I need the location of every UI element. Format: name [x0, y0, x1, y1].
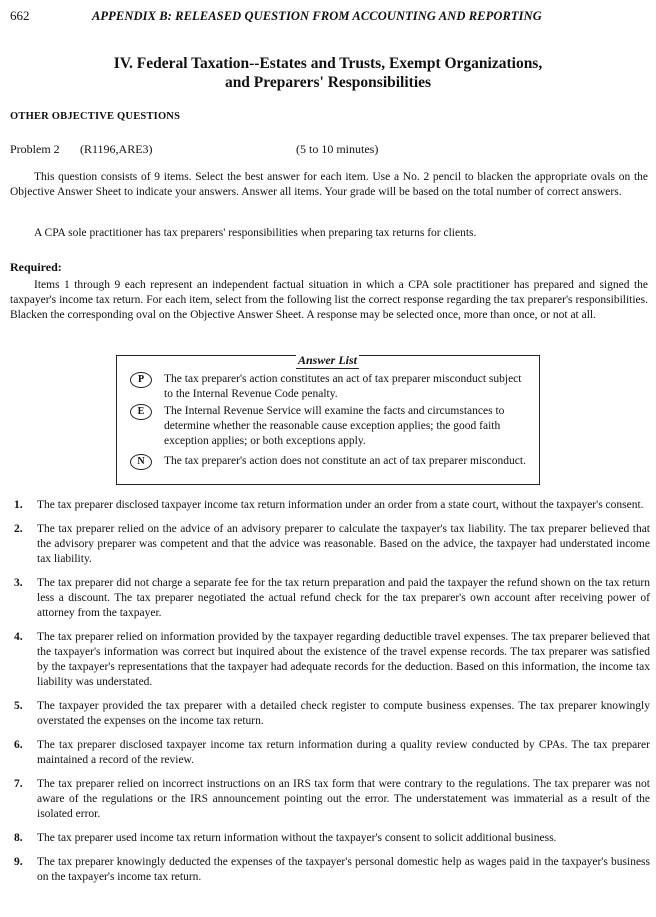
section-title	[0, 54, 656, 92]
required-paragraph: Items 1 through 9 each represent an independent factual situation in which a CPA sole practitioner has prepared and signed the taxpayer's income tax return. For each item, select from the following list the correct response regarding the tax preparer's responsibilities. Blacken the corresponding oval on the Objective Answer Sheet. A response may be selected once, more than once, or not at all.	[10, 279, 648, 321]
list-item	[10, 576, 650, 621]
item-number: 6.	[14, 739, 23, 751]
list-item	[10, 498, 650, 513]
page-number: 662	[10, 8, 30, 23]
item-text: The tax preparer disclosed taxpayer income tax return information during a quality review conducted by CPAs. The tax preparer maintained a record of the review.	[37, 739, 650, 766]
list-item	[10, 630, 650, 690]
section-label: OTHER OBJECTIVE QUESTIONS	[10, 111, 181, 122]
item-number: 8.	[14, 832, 23, 844]
item-number: 3.	[14, 577, 23, 589]
answer-oval-e: E	[130, 404, 152, 420]
answer-oval-p: P	[130, 372, 152, 388]
item-text: The tax preparer did not charge a separate fee for the tax return preparation and paid the taxpayer the refund shown on the tax return less a discount. The tax preparer negotiated the actual refund check for the tax preparer's own account after receiving power of attorney from the taxpayer.	[37, 577, 650, 619]
answer-option-e	[130, 404, 530, 449]
answer-list-title: Answer List	[298, 353, 358, 367]
item-number: 2.	[14, 523, 23, 535]
item-text: The tax preparer used income tax return information without the taxpayer's consent to solicit additional business.	[37, 832, 557, 844]
list-item	[10, 522, 650, 567]
answer-option-n	[130, 454, 530, 469]
scenario-paragraph: A CPA sole practitioner has tax preparers' responsibilities when preparing tax returns for clients.	[34, 227, 477, 239]
item-text: The tax preparer relied on the advice of an advisory preparer to calculate the taxpayer's tax liability. The tax preparer believed that the advisory preparer was competent and that the advice was reasonable. Based on the advice, the taxpayer had understated income tax liability.	[37, 523, 650, 565]
answer-option-p	[130, 372, 530, 402]
problem-code: (R1196,ARE3)	[80, 142, 153, 156]
item-text: The taxpayer provided the tax preparer with a detailed check register to compute business expenses. The tax preparer knowingly overstated the expenses on the income tax return.	[37, 700, 650, 727]
item-text: The tax preparer knowingly deducted the expenses of the taxpayer's personal domestic help as wages paid in the taxpayer's business on the taxpayer's income tax return.	[37, 856, 650, 883]
answer-option-text: The Internal Revenue Service will examine the facts and circumstances to determine whether the reasonable cause exception applies; the good faith exception applies; or both exceptions apply.	[164, 405, 505, 447]
item-number: 5.	[14, 700, 23, 712]
item-number: 4.	[14, 631, 23, 643]
problem-time: (5 to 10 minutes)	[296, 142, 379, 156]
item-number: 1.	[14, 499, 23, 511]
title-line-1: IV. Federal Taxation--Estates and Trusts, Exempt Organizations,	[113, 55, 543, 72]
problem-label: Problem 2	[10, 142, 60, 156]
list-item	[10, 831, 650, 846]
required-label: Required:	[10, 260, 62, 274]
list-item	[10, 855, 650, 885]
item-text: The tax preparer relied on incorrect instructions on an IRS tax form that were contrary to the regulations. The tax preparer was not aware of the regulations or the IRS announcement pointing out the error. The understatement was immaterial as a result of the isolated error.	[37, 778, 650, 820]
item-number: 9.	[14, 856, 23, 868]
list-item	[10, 738, 650, 768]
list-item	[10, 699, 650, 729]
instructions-paragraph: This question consists of 9 items. Select the best answer for each item. Use a No. 2 pencil to blacken the appropriate ovals on the Objective Answer Sheet to indicate your answers. Answer all items. Your grade will be based on the total number of correct answers.	[10, 171, 648, 198]
answer-option-text: The tax preparer's action does not constitute an act of tax preparer misconduct.	[164, 455, 526, 467]
list-item	[10, 777, 650, 822]
item-list	[10, 498, 650, 894]
running-head: APPENDIX B: RELEASED QUESTION FROM ACCOUNTING AND REPORTING	[92, 9, 542, 23]
problem-line	[10, 142, 379, 157]
title-line-2: and Preparers' Responsibilities	[224, 74, 432, 91]
answer-oval-n: N	[130, 454, 152, 470]
item-text: The tax preparer relied on information provided by the taxpayer regarding deductible travel expenses. The tax preparer believed that the taxpayer's information was correct but inquired about the existence of the travel expense records. The tax preparer was satisfied by the taxpayer's representations that the taxpayer had adequate records for the deduction. Based on this information, the income tax liability was understated.	[37, 631, 650, 688]
item-text: The tax preparer disclosed taxpayer income tax return information under an order from a state court, without the taxpayer's consent.	[37, 499, 644, 511]
item-number: 7.	[14, 778, 23, 790]
answer-option-text: The tax preparer's action constitutes an act of tax preparer misconduct subject to the Internal Revenue Code penalty.	[164, 373, 522, 400]
